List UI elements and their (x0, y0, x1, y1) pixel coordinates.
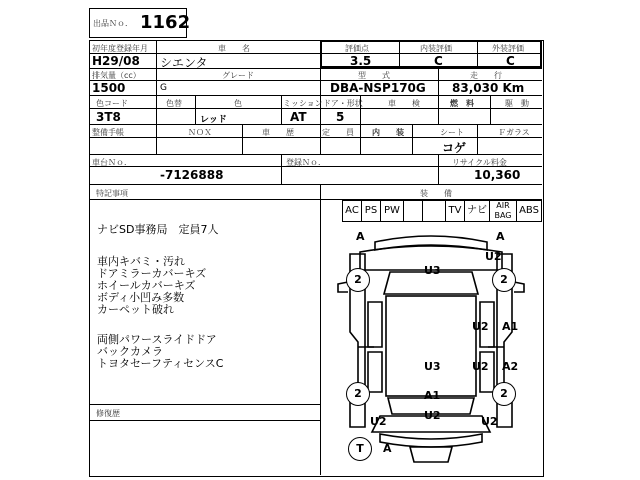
equip-ps: PS (361, 200, 381, 222)
score-value: 3.5 (350, 54, 372, 68)
interior-detail-label: 内 装 (372, 128, 404, 137)
fglass-label: Ｆガラス (498, 128, 530, 137)
equip-airbag: AIR BAG (489, 200, 517, 222)
equip-tv: TV (445, 200, 465, 222)
seat-value: コゲ (442, 141, 467, 155)
car-name-label: 車 名 (218, 44, 250, 53)
mileage-value: 83,030 Km (452, 81, 525, 95)
repair-label: 修復歴 (96, 409, 120, 418)
equip-blank2 (422, 200, 446, 222)
notes-label: 特記事項 (96, 189, 128, 198)
damage-rear-u2: U2 (472, 360, 489, 373)
recycle-label: リサイクル料金 (452, 158, 507, 167)
damage-rear-right-u2: U2 (481, 415, 498, 428)
model-value: DBA-NSP170G (330, 81, 426, 95)
equip-abs: ABS (516, 200, 542, 222)
year-value: H29/08 (92, 54, 140, 68)
color-value: レッド (200, 115, 227, 125)
interior-value: C (434, 54, 443, 68)
equipment-label: 装 備 (420, 189, 452, 198)
fuel-label: 燃 料 (450, 99, 474, 108)
seat-label: シート (440, 128, 464, 137)
doors-label: ドア・形状 (323, 99, 363, 108)
mileage-label: 走 行 (470, 71, 502, 80)
note-item: カーペット破れ (97, 303, 174, 316)
exterior-label: 外装評価 (492, 44, 524, 53)
damage-roof-front: U3 (424, 264, 441, 277)
note-item: トヨタセーフティセンスC (97, 357, 224, 370)
displacement-value: 1500 (92, 81, 126, 95)
year-label: 初年度登録年月 (92, 44, 148, 53)
grade-value: G (160, 83, 167, 93)
nox-label: ＮＯＸ (188, 128, 212, 137)
drive-label: 駆 動 (505, 99, 529, 108)
damage-front-left: A (356, 230, 365, 243)
doors-value: 5 (336, 110, 345, 124)
wheel-rear-left: 2 (346, 382, 370, 406)
exterior-value: C (506, 54, 515, 68)
note-item: ホイールカバーキズ (97, 279, 196, 292)
damage-tail-a: A (383, 442, 392, 455)
chassis-value: -7126888 (160, 168, 224, 182)
equip-ac: AC (342, 200, 362, 222)
color-change-label: 色替 (166, 99, 182, 108)
notes-group2 (97, 256, 206, 316)
equip-navi: ナビ (464, 200, 490, 222)
damage-side-a1: A1 (502, 320, 519, 333)
color-label: 色 (234, 99, 242, 108)
damage-rear-left-u2: U2 (370, 415, 387, 428)
mission-value: AT (290, 110, 307, 124)
capacity-label: 定 員 (322, 128, 354, 137)
wheel-rear-right: 2 (492, 382, 516, 406)
notes-line1: ナビSD事務局 定員7人 (97, 223, 219, 236)
lot-number: 1162 (140, 12, 191, 33)
equip-pw: PW (380, 200, 404, 222)
damage-side-u2: U2 (472, 320, 489, 333)
wheel-front-left: 2 (346, 268, 370, 292)
damage-rear-u3: U3 (424, 360, 441, 373)
damage-bumper-a1: A1 (424, 389, 441, 402)
wheel-front-right: 2 (492, 268, 516, 292)
color-code-value: 3T8 (96, 110, 121, 124)
mission-label: ミッション (283, 99, 323, 108)
maintenance-label: 整備手帳 (92, 128, 124, 137)
note-item: 車内キバミ・汚れ (97, 255, 185, 268)
note-item: 両側パワースライドドア (97, 333, 217, 346)
damage-front-right: A (496, 230, 505, 243)
registration-label: 登録Ｎｏ． (286, 158, 326, 167)
car-name-value: シエンタ (160, 56, 208, 70)
car-diagram (320, 222, 542, 475)
note-item: ボディ小凹み多数 (97, 291, 185, 304)
displacement-label: 排気量（cc） (92, 71, 141, 80)
chassis-label: 車台Ｎｏ． (92, 158, 132, 167)
inspection-label: 車 検 (388, 99, 420, 108)
grade-label: グレード (222, 71, 254, 80)
damage-bumper-u2: U2 (424, 409, 441, 422)
equip-blank1 (403, 200, 423, 222)
score-label: 評価点 (345, 44, 369, 53)
color-code-label: 色コード (96, 99, 128, 108)
interior-label: 内装評価 (420, 44, 452, 53)
tail-marker: T (348, 437, 372, 461)
note-item: ドアミラーカバーキズ (97, 267, 207, 280)
model-label: 型 式 (358, 71, 390, 80)
note-item: バックカメラ (97, 345, 163, 358)
history-label: 車 歴 (262, 128, 294, 137)
damage-right-u2-top: U2 (485, 250, 502, 263)
recycle-value: 10,360 (474, 168, 521, 182)
lot-label: 出品Ｎｏ． (93, 19, 133, 28)
notes-group3 (97, 334, 223, 370)
damage-rear-a2: A2 (502, 360, 519, 373)
